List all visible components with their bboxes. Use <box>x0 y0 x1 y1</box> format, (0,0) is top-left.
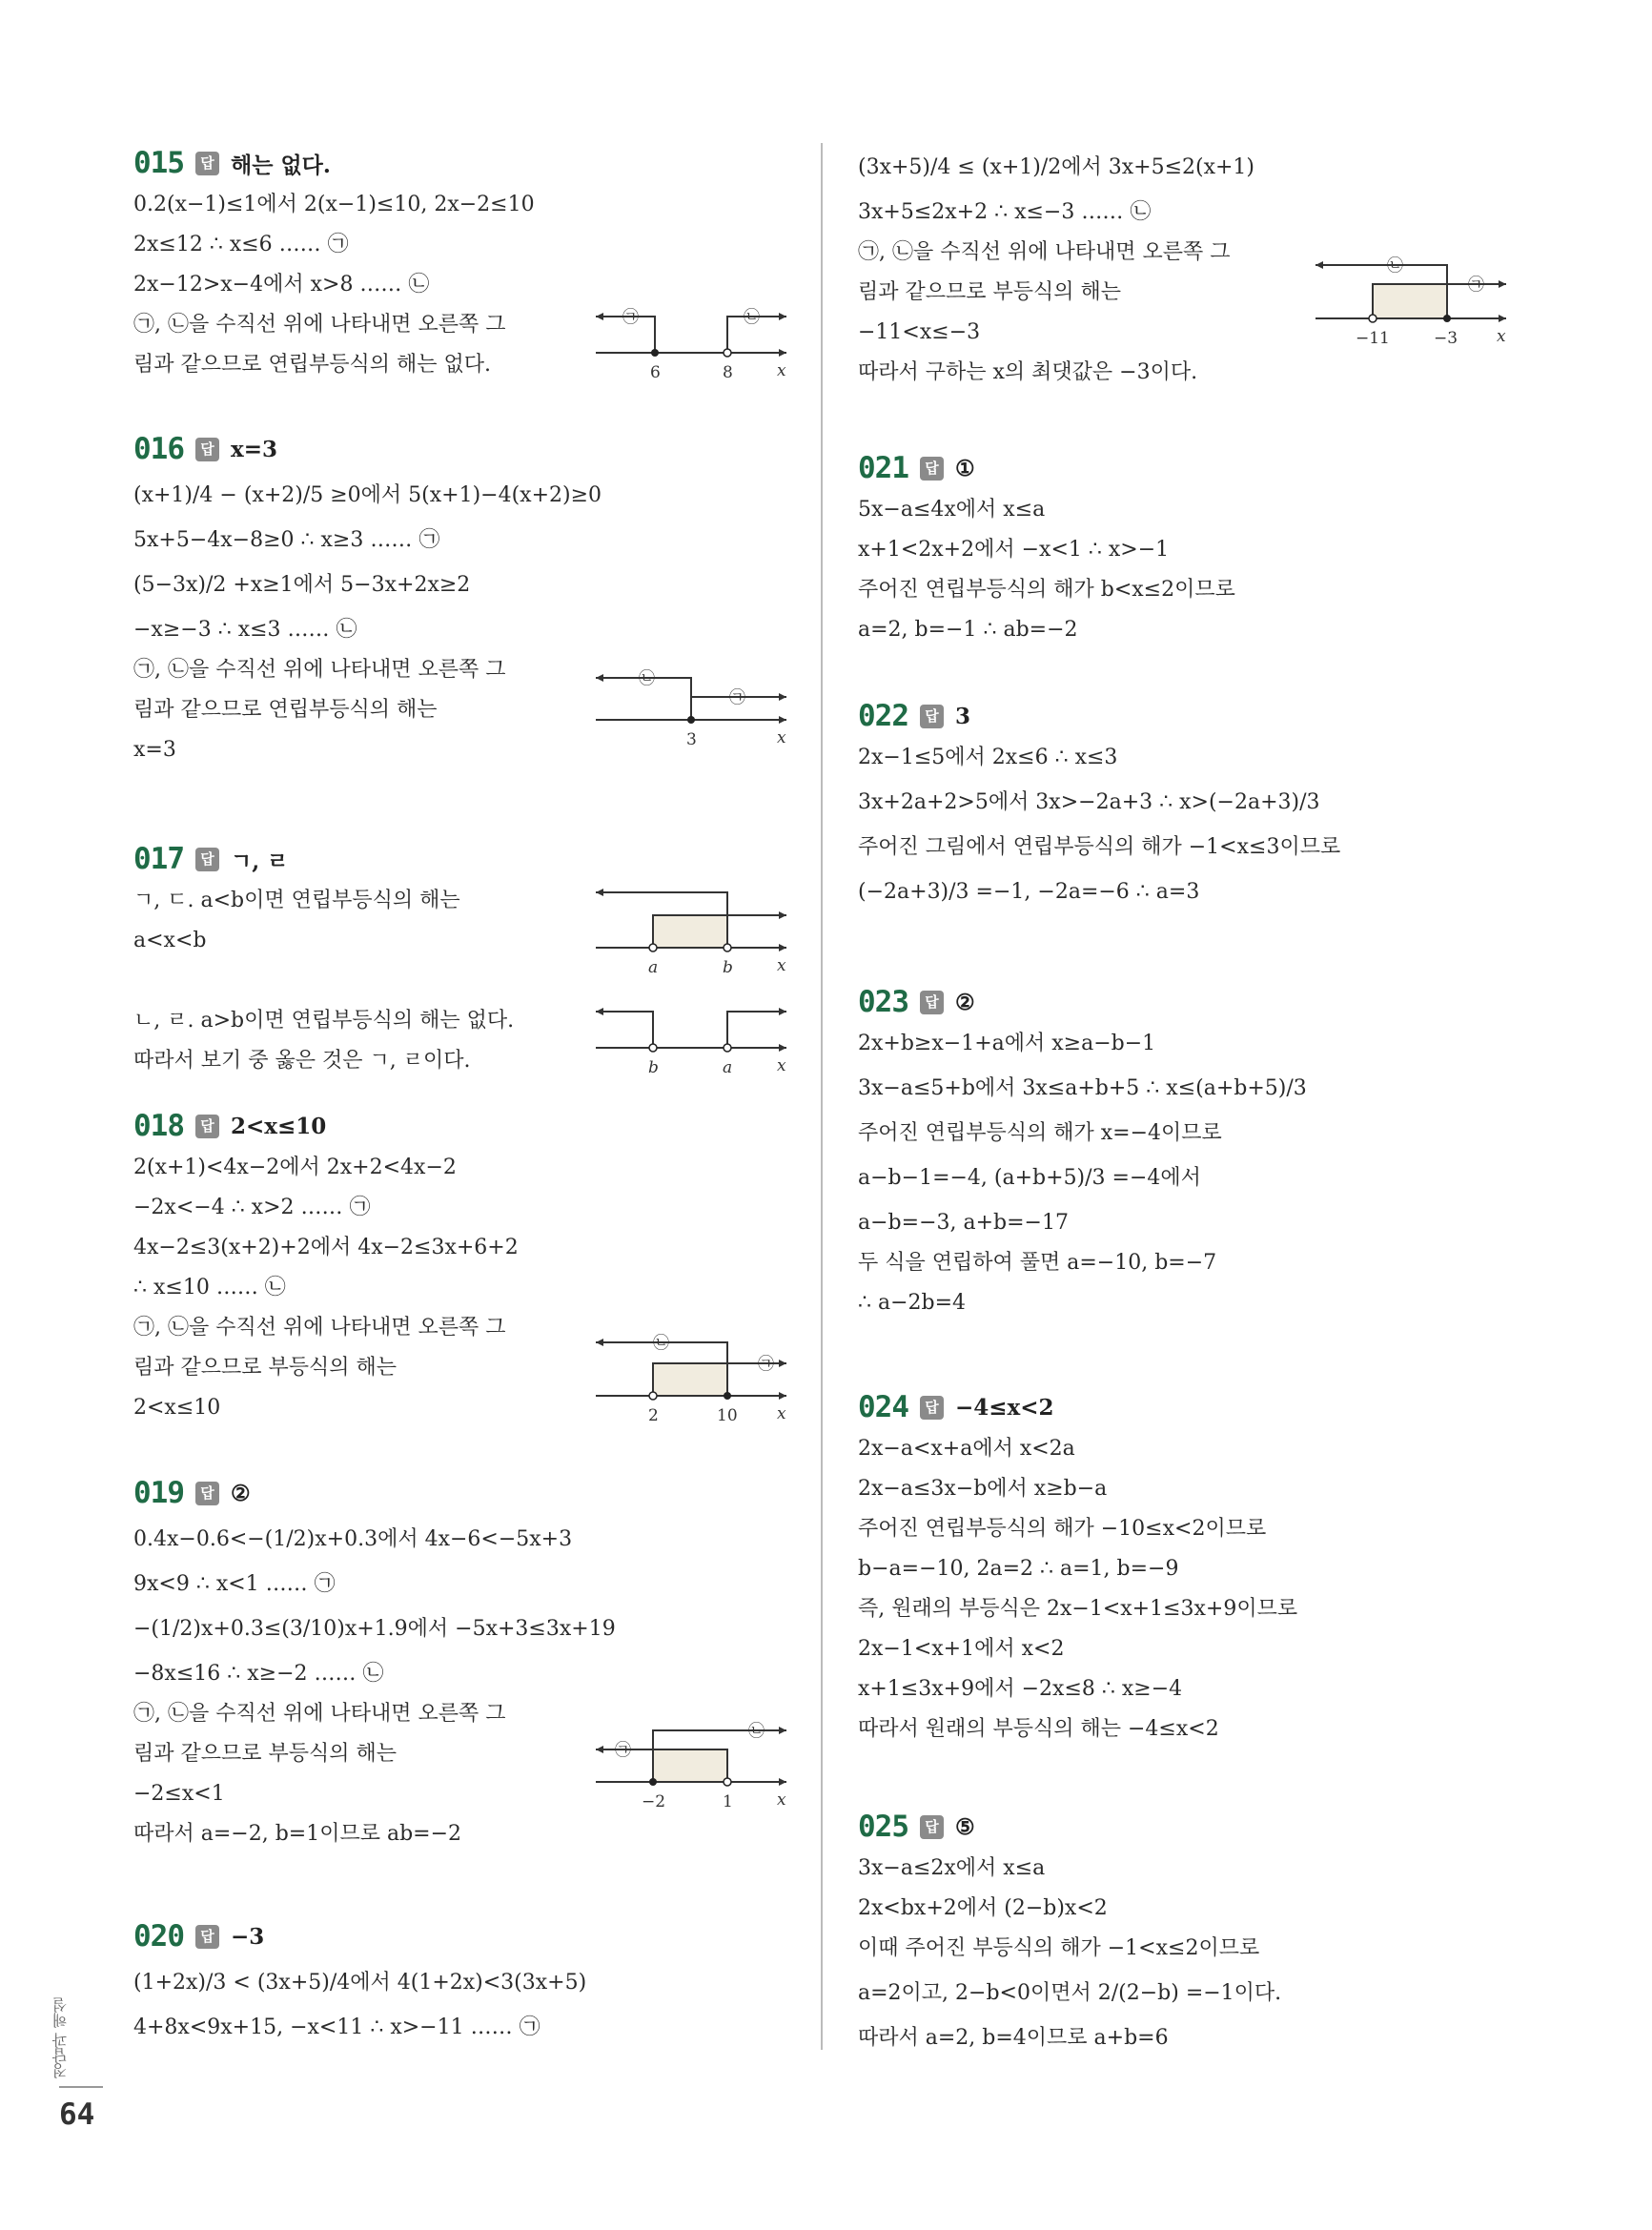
number-line-figure <box>596 669 791 749</box>
solution-line: a−b=−3, a+b=−17 <box>858 1211 1069 1235</box>
problem-number: 017 <box>133 842 184 876</box>
tick-label: b <box>723 958 733 977</box>
solution-line: 즉, 원래의 부등식은 2x−1<x+1≤3x+9이므로 <box>858 1597 1298 1621</box>
solution-line: 이때 주어진 부등식의 해가 −1<x≤2이므로 <box>858 1936 1260 1960</box>
tick-label: −11 <box>1356 329 1390 348</box>
solution-line: −8x≤16 ∴ x≥−2 …… ㉡ <box>133 1662 384 1686</box>
tick-label: b <box>648 1058 659 1077</box>
solution-line: 따라서 원래의 부등식의 해는 −4≤x<2 <box>858 1717 1219 1741</box>
problem-number: 020 <box>133 1919 184 1954</box>
axis-label: x <box>777 1056 786 1075</box>
solution-line: 따라서 구하는 x의 최댓값은 −3이다. <box>858 360 1198 384</box>
solution-line: a−b−1=−4, (a+b+5)/3 =−4에서 <box>858 1166 1201 1190</box>
tick-label: a <box>648 958 659 977</box>
solution-line: 2(x+1)<4x−2에서 2x+2<4x−2 <box>133 1156 457 1179</box>
tag-label: ㉠ <box>729 688 745 707</box>
answer: 해는 없다. <box>231 152 331 178</box>
solution-line: 3x−a≤2x에서 x≤a <box>858 1856 1046 1880</box>
answer-badge: 답 <box>920 705 944 728</box>
solution-line: 2x+b≥x−1+a에서 x≥a−b−1 <box>858 1032 1156 1055</box>
solution-line: 림과 같으므로 연립부등식의 해는 <box>133 698 438 722</box>
problem-020-continued <box>858 143 1506 393</box>
solution-line: 5x−a≤4x에서 x≤a <box>858 498 1046 522</box>
solution-line: ∴ a−2b=4 <box>858 1291 967 1315</box>
solution-line: 2x−12>x−4에서 x>8 …… ㉡ <box>133 273 430 297</box>
page-number: 64 <box>59 2097 95 2132</box>
answer: x=3 <box>231 436 277 462</box>
answer: −4≤x<2 <box>955 1394 1054 1421</box>
solution-line: 2x−a<x+a에서 x<2a <box>858 1437 1075 1461</box>
number-line-figure <box>596 1721 791 1811</box>
column-divider <box>821 143 823 2050</box>
problem-024 <box>858 1387 1478 1749</box>
problem-015 <box>133 143 791 385</box>
problem-number: 018 <box>133 1109 184 1143</box>
solution-line: ㉠, ㉡을 수직선 위에 나타내면 오른쪽 그 <box>133 658 506 682</box>
solution-line: (5−3x)/2 +x≥1에서 5−3x+2x≥2 <box>133 573 471 597</box>
problem-018 <box>133 1106 791 1428</box>
solution-line: (1+2x)/3 < (3x+5)/4에서 4(1+2x)<3(3x+5) <box>133 1971 587 1995</box>
solution-line: 3x−a≤5+b에서 3x≤a+b+5 ∴ x≤(a+b+5)/3 <box>858 1076 1307 1100</box>
answer-badge: 답 <box>920 1815 944 1839</box>
solution-line: 림과 같으므로 연립부등식의 해는 없다. <box>133 353 491 377</box>
problem-number: 021 <box>858 451 908 485</box>
tag-label: ㉠ <box>1468 276 1484 295</box>
problem-022 <box>858 696 1478 917</box>
solution-line: ㄱ, ㄷ. a<b이면 연립부등식의 해는 <box>133 889 460 912</box>
answer-badge: 답 <box>195 1115 219 1138</box>
solution-line: −(1/2)x+0.3≤(3/10)x+1.9에서 −5x+3≤3x+19 <box>133 1617 616 1641</box>
solution-line: a=2이고, 2−b<0이면서 2/(2−b) =−1이다. <box>858 1981 1282 2005</box>
axis-label: x <box>1497 327 1506 346</box>
solution-line: b−a=−10, 2a=2 ∴ a=1, b=−9 <box>858 1557 1179 1581</box>
answer-badge: 답 <box>195 848 219 871</box>
axis-label: x <box>777 361 786 380</box>
number-line-figure <box>596 305 791 381</box>
solution-line: ㉠, ㉡을 수직선 위에 나타내면 오른쪽 그 <box>133 313 506 337</box>
solution-line: −11<x≤−3 <box>858 320 981 344</box>
solution-line: ㉠, ㉡을 수직선 위에 나타내면 오른쪽 그 <box>133 1702 506 1726</box>
tick-label: 1 <box>723 1792 733 1811</box>
solution-line: 주어진 연립부등식의 해가 x=−4이므로 <box>858 1121 1222 1145</box>
solution-line: ㉠, ㉡을 수직선 위에 나타내면 오른쪽 그 <box>133 1316 506 1340</box>
answer-badge: 답 <box>920 991 944 1014</box>
solution-line: 2<x≤10 <box>133 1396 221 1420</box>
problem-019 <box>133 1473 791 1854</box>
number-line-figure <box>596 887 791 977</box>
answer: 3 <box>955 703 971 729</box>
answer: ① <box>955 455 975 481</box>
problem-020 <box>133 1916 791 2048</box>
answer: ② <box>231 1480 251 1506</box>
tag-label: ㉠ <box>758 1355 774 1374</box>
solution-line: 따라서 a=2, b=4이므로 a+b=6 <box>858 2026 1169 2050</box>
axis-label: x <box>777 728 786 747</box>
answer-badge: 답 <box>920 457 944 481</box>
tag-label: ㉠ <box>622 308 639 327</box>
tick-label: 3 <box>686 730 697 749</box>
tag-label: ㉠ <box>615 1741 631 1760</box>
solution-line: 0.2(x−1)≤1에서 2(x−1)≤10, 2x−2≤10 <box>133 193 535 216</box>
answer-badge: 답 <box>195 438 219 461</box>
solution-line: 2x−a≤3x−b에서 x≥b−a <box>858 1477 1108 1501</box>
page-number-rule <box>59 2086 103 2088</box>
tag-label: ㉡ <box>653 1334 669 1353</box>
answer: ⑤ <box>955 1813 975 1840</box>
solution-line: 0.4x−0.6<−(1/2)x+0.3에서 4x−6<−5x+3 <box>133 1527 573 1551</box>
solution-line: x+1≤3x+9에서 −2x≤8 ∴ x≥−4 <box>858 1677 1183 1701</box>
problem-number: 015 <box>133 146 184 180</box>
answer: ㄱ, ㄹ <box>231 848 289 874</box>
solution-line: −2≤x<1 <box>133 1782 225 1806</box>
tick-label: a <box>723 1058 733 1077</box>
solution-line: x+1<2x+2에서 −x<1 ∴ x>−1 <box>858 538 1170 562</box>
tick-label: 6 <box>650 363 661 382</box>
solution-line: ㄴ, ㄹ. a>b이면 연립부등식의 해는 없다. <box>133 1009 515 1033</box>
solution-line: 림과 같으므로 부등식의 해는 <box>133 1356 398 1380</box>
solution-line: ㉠, ㉡을 수직선 위에 나타내면 오른쪽 그 <box>858 240 1231 264</box>
answer-badge: 답 <box>195 1482 219 1505</box>
problem-number: 023 <box>858 985 908 1019</box>
number-line-figure <box>1315 257 1511 348</box>
answer-badge: 답 <box>195 1925 219 1949</box>
side-section-label: 정답과 해설 <box>51 1997 70 2079</box>
solution-line: (3x+5)/4 ≤ (x+1)/2에서 3x+5≤2(x+1) <box>858 155 1255 179</box>
problem-number: 025 <box>858 1810 908 1844</box>
problem-016 <box>133 429 791 770</box>
problem-023 <box>858 982 1478 1323</box>
answer: 2<x≤10 <box>231 1113 327 1139</box>
tag-label: ㉡ <box>744 308 760 327</box>
axis-label: x <box>777 1404 786 1423</box>
problem-number: 019 <box>133 1476 184 1510</box>
tick-label: 8 <box>723 363 733 382</box>
solution-line: 2x−1<x+1에서 x<2 <box>858 1637 1065 1661</box>
solution-line: 따라서 a=−2, b=1이므로 ab=−2 <box>133 1822 462 1846</box>
solution-line: 림과 같으므로 부등식의 해는 <box>858 280 1122 304</box>
number-line-figure <box>596 1335 791 1425</box>
problem-017 <box>133 839 791 1081</box>
solution-line: 4x−2≤3(x+2)+2에서 4x−2≤3x+6+2 <box>133 1236 519 1259</box>
solution-line: (x+1)/4 − (x+2)/5 ≥0에서 5(x+1)−4(x+2)≥0 <box>133 483 602 507</box>
tick-label: 10 <box>717 1406 738 1425</box>
problem-number: 016 <box>133 432 184 466</box>
solution-line: a=2, b=−1 ∴ ab=−2 <box>858 618 1078 642</box>
tick-label: −3 <box>1434 329 1458 348</box>
solution-line: 4+8x<9x+15, −x<11 ∴ x>−11 …… ㉠ <box>133 2015 540 2039</box>
solution-line: 2x<bx+2에서 (2−b)x<2 <box>858 1896 1108 1920</box>
answer: −3 <box>231 1923 265 1950</box>
solution-line: 2x≤12 ∴ x≤6 …… ㉠ <box>133 233 349 256</box>
solution-line: −2x<−4 ∴ x>2 …… ㉠ <box>133 1196 371 1219</box>
number-line-figure <box>596 1006 791 1082</box>
solution-line: 주어진 연립부등식의 해가 b<x≤2이므로 <box>858 578 1235 602</box>
axis-label: x <box>777 1790 786 1810</box>
solution-line: 주어진 연립부등식의 해가 −10≤x<2이므로 <box>858 1517 1267 1541</box>
solution-line: (−2a+3)/3 =−1, −2a=−6 ∴ a=3 <box>858 880 1200 904</box>
tag-label: ㉡ <box>639 669 655 688</box>
solution-line: 3x+2a+2>5에서 3x>−2a+3 ∴ x>(−2a+3)/3 <box>858 790 1320 814</box>
tick-label: −2 <box>642 1792 666 1811</box>
problem-number: 024 <box>858 1390 908 1424</box>
solution-line: 림과 같으므로 부등식의 해는 <box>133 1742 398 1766</box>
solution-line: 9x<9 ∴ x<1 …… ㉠ <box>133 1572 336 1596</box>
answer-badge: 답 <box>195 152 219 175</box>
solution-line: ∴ x≤10 …… ㉡ <box>133 1276 286 1299</box>
solution-line: a<x<b <box>133 929 207 952</box>
solution-line: 3x+5≤2x+2 ∴ x≤−3 …… ㉡ <box>858 200 1152 224</box>
solution-line: 2x−1≤5에서 2x≤6 ∴ x≤3 <box>858 746 1118 769</box>
solution-line: 주어진 그림에서 연립부등식의 해가 −1<x≤3이므로 <box>858 835 1341 859</box>
answer: ② <box>955 989 975 1015</box>
problem-025 <box>858 1807 1478 2058</box>
tag-label: ㉡ <box>748 1722 765 1741</box>
answer-badge: 답 <box>920 1396 944 1420</box>
problem-021 <box>858 448 1478 650</box>
tag-label: ㉡ <box>1387 256 1403 276</box>
solution-line: 두 식을 연립하여 풀면 a=−10, b=−7 <box>858 1251 1217 1275</box>
axis-label: x <box>777 956 786 975</box>
solution-line: 따라서 보기 중 옳은 것은 ㄱ, ㄹ이다. <box>133 1049 471 1073</box>
solution-line: 5x+5−4x−8≥0 ∴ x≥3 …… ㉠ <box>133 528 440 552</box>
tick-label: 2 <box>648 1406 659 1425</box>
solution-line: −x≥−3 ∴ x≤3 …… ㉡ <box>133 618 357 642</box>
solution-line: x=3 <box>133 738 176 762</box>
problem-number: 022 <box>858 699 908 733</box>
